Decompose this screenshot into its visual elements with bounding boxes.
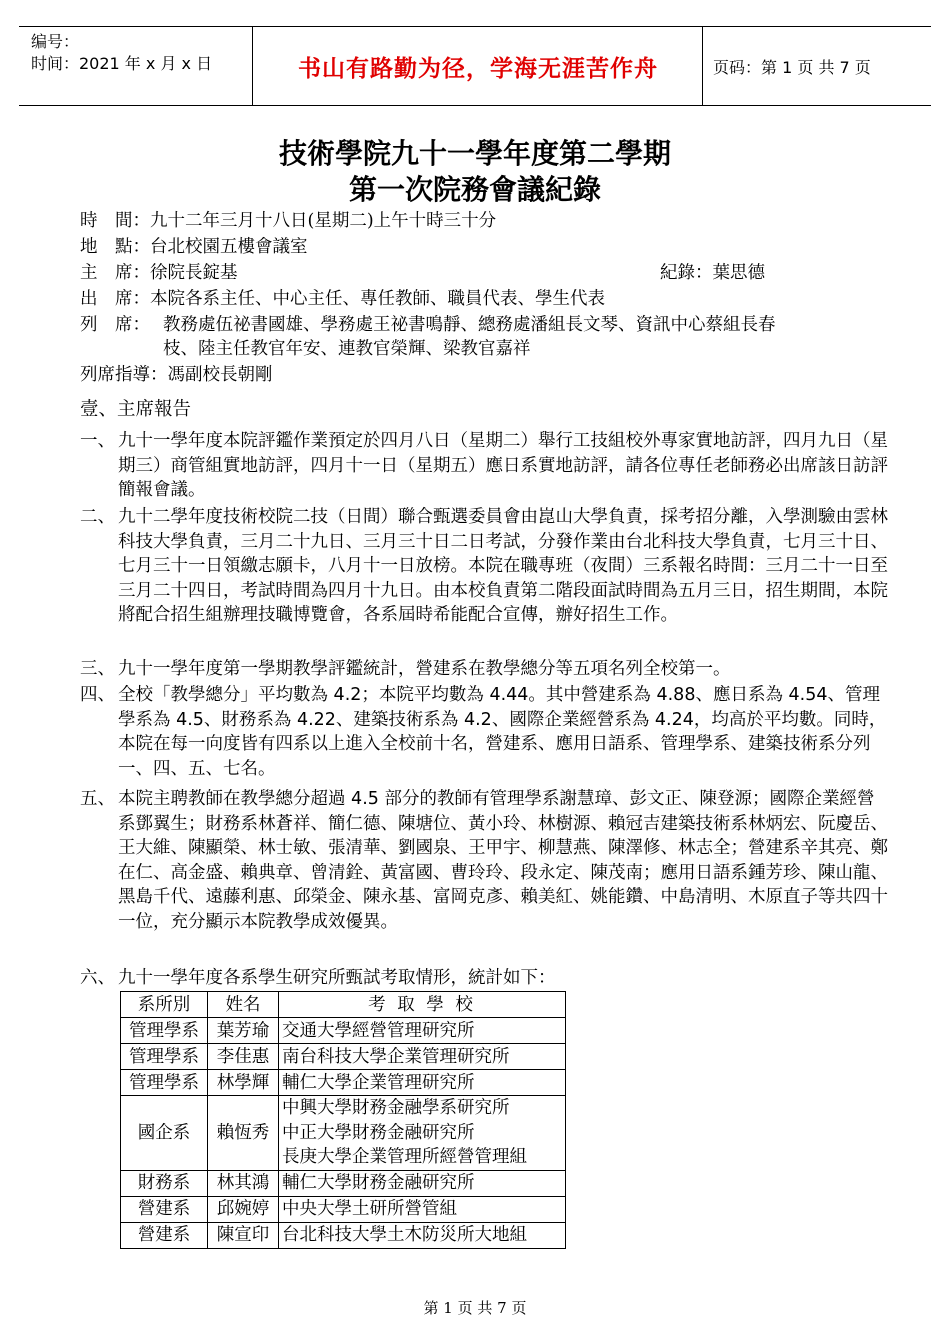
row-school: 中央大學土研所營管組 xyxy=(279,1196,566,1222)
item-number: 三、 xyxy=(80,659,115,679)
item-number: 五、 xyxy=(80,789,115,809)
report-item-6 xyxy=(80,966,890,991)
table-header-school: 考 取 學 校 xyxy=(279,992,566,1018)
row-school: 中興大學財務金融學系研究所 xyxy=(282,1098,510,1118)
row-name: 賴恆秀 xyxy=(208,1096,279,1171)
header-number-label: 编号： xyxy=(31,32,80,51)
table-row xyxy=(121,1070,566,1096)
row-dept: 管理學系 xyxy=(121,1044,208,1070)
row-name: 林學輝 xyxy=(208,1070,279,1096)
admission-table xyxy=(120,991,566,1249)
table-row xyxy=(121,1222,566,1248)
header-meta xyxy=(19,27,253,105)
meeting-time: 時 間：九十二年三月十八日(星期二)上午十時三十分 xyxy=(80,211,497,231)
document-title-line2: 第一次院務會議紀錄 xyxy=(348,173,601,206)
meeting-recorder: 紀錄：葉思德 xyxy=(660,263,765,283)
table-row xyxy=(121,1196,566,1222)
header-motto-cell xyxy=(254,27,703,105)
section-title: 壹、主席報告 xyxy=(80,399,192,420)
header-page-info: 页码：第 1 页 共 7 页 xyxy=(713,57,871,77)
meeting-attendees: 出 席：本院各系主任、中心主任、專任教師、職員代表、學生代表 xyxy=(80,289,605,309)
table-header-name: 姓名 xyxy=(208,992,279,1018)
table-header-row xyxy=(121,992,566,1018)
item-text: 九十二學年度技術校院二技（日間）聯合甄選委員會由崑山大學負責，採考招分離，入學測驗由雲林科技大學負責，三月二十九日、三月三十日二日考試，分發作業由台北科技大學負責，七月三十日、七月三十一日領繳志願卡，八月十一日放榜。本院在職專班（夜間）三系報名時間：三月二十一日至三月二十四日，考試時間為四月十九日。由本校負責第二階段面試時間為五月三日，招生期間，本院將配合招生組辦理技職博覽會，各系屆時希能配合宣傳，辦好招生工作。 xyxy=(118,507,888,625)
item-number: 六、 xyxy=(80,968,115,988)
table-row xyxy=(121,1170,566,1196)
report-item-1 xyxy=(80,429,890,503)
row-dept: 營建系 xyxy=(121,1222,208,1248)
item-text: 本院主聘教師在教學總分超過 4.5 部分的教師有管理學系謝慧璋、彭文正、陳登源；國際企業經營系鄧翼生；財務系林蒼祥、簡仁德、陳塘位、黃小玲、林樹源、賴冠吉建築技術系林炳宏、阮慶岳、王大維、陳顯榮、林士敏、張清華、劉國泉、王甲宇、柳慧燕、陳澤修、林志全；營建系辛其亮、鄭在仁、高金盛、賴典章、曾清銓、黃富國、曹玲玲、段永定、陳茂南；應用日語系鍾芳珍、陳山龍、黑島千代、遠藤利惠、邱榮金、陳永基、富岡克彥、賴美紅、姚能鑽、中島清明、木原直子等共四十一位，充分顯示本院教學成效優異。 xyxy=(118,789,888,932)
row-school: 交通大學經營管理研究所 xyxy=(279,1018,566,1044)
row-dept: 管理學系 xyxy=(121,1070,208,1096)
item-number: 四、 xyxy=(80,685,115,705)
meeting-observers-label: 列 席： xyxy=(80,315,150,335)
row-dept: 管理學系 xyxy=(121,1018,208,1044)
meeting-observers-line2: 枝、陸主任教官年安、連教官榮輝、梁教官嘉祥 xyxy=(163,339,531,359)
row-school: 南台科技大學企業管理研究所 xyxy=(279,1044,566,1070)
item-text: 全校「教學總分」平均數為 4.2；本院平均數為 4.44。其中營建系為 4.88、應日系為 4.54、管理學系為 4.5、財務系為 4.22、建築技術系為 4.2、國際企業經營系為 4.24，均高於平均數。同時，本院在每一向度皆有四系以上進入全校前十名，營建系、應用日語系、管理學系、建築技術系分列一、四、五、七名。 xyxy=(118,685,887,779)
row-dept: 營建系 xyxy=(121,1196,208,1222)
document-title-line1: 技術學院九十一學年度第二學期 xyxy=(278,137,671,170)
header-time-label: 时间：2021 年 x 月 x 日 xyxy=(31,54,213,73)
meeting-observers-line1: 教務處伍祕書國雄、學務處王祕書鳴靜、總務處潘組長文琴、資訊中心蔡組長春 xyxy=(163,315,776,335)
row-name: 林其鴻 xyxy=(208,1170,279,1196)
item-text: 九十一學年度各系學生研究所甄試考取情形，統計如下： xyxy=(118,968,556,988)
row-dept: 財務系 xyxy=(121,1170,208,1196)
meeting-chair: 主 席：徐院長錠基 xyxy=(80,263,238,283)
row-dept: 國企系 xyxy=(121,1096,208,1171)
item-number: 一、 xyxy=(80,431,115,451)
row-school: 輔仁大學財務金融研究所 xyxy=(279,1170,566,1196)
report-item-3 xyxy=(80,657,890,682)
row-schools xyxy=(279,1096,566,1171)
row-name: 葉芳瑜 xyxy=(208,1018,279,1044)
item-text: 九十一學年度本院評鑑作業預定於四月八日（星期二）舉行工技組校外專家實地訪評，四月九日（星期三）商管組實地訪評，四月十一日（星期五）應日系實地訪評，請各位專任老師務必出席該日訪評簡報會議。 xyxy=(118,431,888,500)
table-row xyxy=(121,1044,566,1070)
row-name: 陳宣印 xyxy=(208,1222,279,1248)
meeting-guidance: 列席指導：馮副校長朝剛 xyxy=(80,365,273,385)
report-item-2 xyxy=(80,505,890,628)
page-header xyxy=(19,26,931,106)
table-row xyxy=(121,1096,566,1171)
header-motto: 书山有路勤为径，学海无涯苦作舟 xyxy=(298,55,658,82)
item-number: 二、 xyxy=(80,507,115,527)
row-school: 中正大學財務金融研究所 xyxy=(282,1122,475,1143)
table-row xyxy=(121,1018,566,1044)
report-item-4 xyxy=(80,683,890,781)
row-name: 李佳惠 xyxy=(208,1044,279,1070)
page-footer: 第 1 页 共 7 页 xyxy=(423,1299,527,1317)
row-name: 邱婉婷 xyxy=(208,1196,279,1222)
row-school: 輔仁大學企業管理研究所 xyxy=(279,1070,566,1096)
item-text: 九十一學年度第一學期教學評鑑統計，營建系在教學總分等五項名列全校第一。 xyxy=(118,659,731,679)
meeting-place: 地 點：台北校園五樓會議室 xyxy=(80,237,308,257)
row-school: 台北科技大學土木防災所大地組 xyxy=(279,1222,566,1248)
report-item-5 xyxy=(80,787,890,934)
table-header-dept: 系所別 xyxy=(121,992,208,1018)
row-school: 長庚大學企業管理所經營管理組 xyxy=(282,1147,527,1167)
